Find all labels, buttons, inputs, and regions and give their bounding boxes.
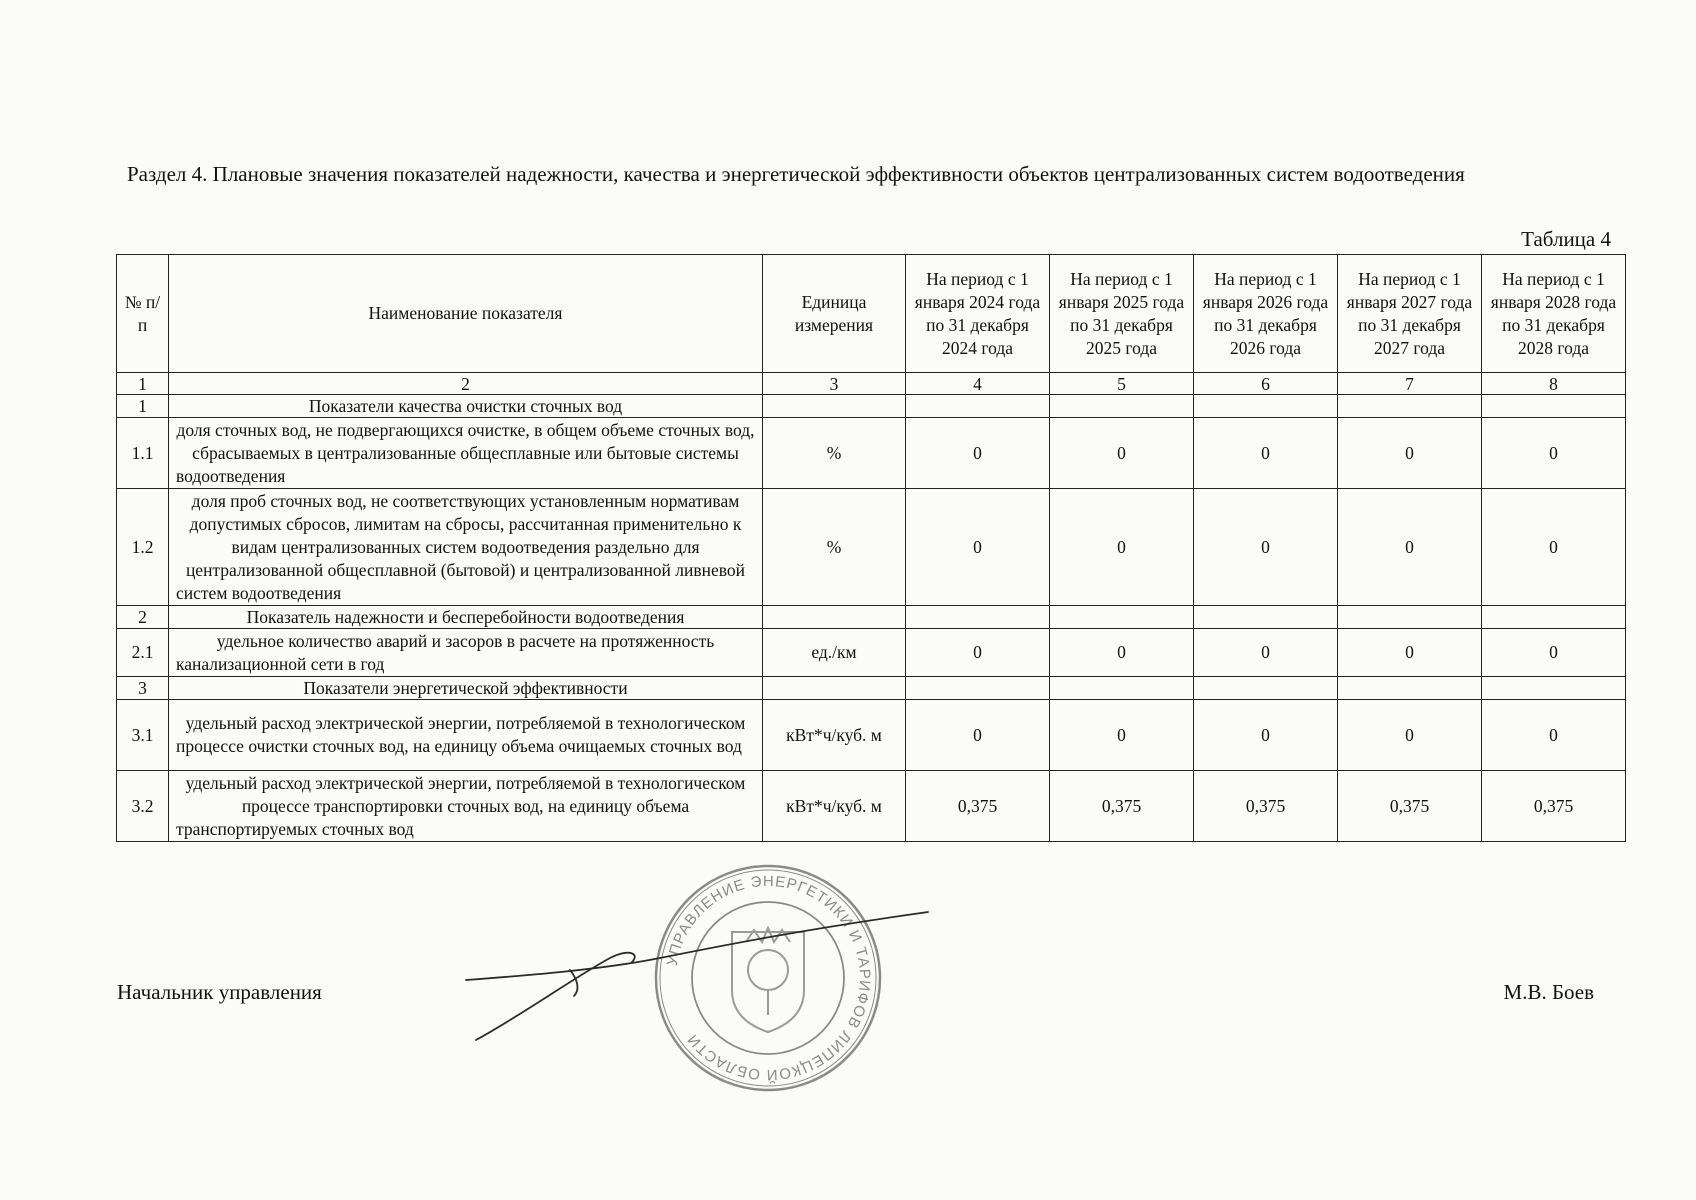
row-value: 0: [1482, 489, 1626, 606]
section-row: [117, 677, 1626, 700]
section-name: Показатель надежности и бесперебойности водоотведения: [169, 606, 763, 629]
row-value: 0: [1050, 418, 1194, 489]
table-row: [117, 771, 1626, 842]
row-num: 1.2: [117, 489, 169, 606]
row-value: 0: [906, 418, 1050, 489]
header-period-2026: На период с 1 января 2026 года по 31 декабря 2026 года: [1194, 255, 1338, 373]
header-num: № п/п: [117, 255, 169, 373]
row-value: 0: [1482, 700, 1626, 771]
row-name: доля проб сточных вод, не соответствующих установленным нормативам допустимых сбросов, лимитам на сбросы, рассчитанная применительно к видам централизованных систем водоотведения раздельно для централизованной общесплавной (бытовой) и централизованной ливневой систем водоотведения: [169, 489, 763, 606]
section-name: Показатели энергетической эффективности: [169, 677, 763, 700]
row-unit: ед./км: [763, 629, 906, 677]
column-number: 3: [763, 373, 906, 395]
row-value: 0: [1194, 700, 1338, 771]
row-value: 0: [906, 700, 1050, 771]
header-name: Наименование показателя: [169, 255, 763, 373]
row-unit: %: [763, 418, 906, 489]
column-number: 7: [1338, 373, 1482, 395]
table-row: [117, 489, 1626, 606]
row-num: 3.1: [117, 700, 169, 771]
row-value: 0: [1482, 418, 1626, 489]
row-value: 0,375: [906, 771, 1050, 842]
row-value: 0: [906, 629, 1050, 677]
signer-name: М.В. Боев: [1503, 980, 1594, 1004]
row-num: 3.2: [117, 771, 169, 842]
table-row: [117, 418, 1626, 489]
column-number: 2: [169, 373, 763, 395]
header-unit: Единица измерения: [763, 255, 906, 373]
row-value: 0: [1338, 700, 1482, 771]
row-name: доля сточных вод, не подвергающихся очистке, в общем объеме сточных вод, сбрасываемых в централизованные общесплавные или бытовые системы водоотведения: [169, 418, 763, 489]
header-period-2027: На период с 1 января 2027 года по 31 декабря 2027 года: [1338, 255, 1482, 373]
column-number: 5: [1050, 373, 1194, 395]
indicators-table: [116, 254, 1626, 842]
header-period-2024: На период с 1 января 2024 года по 31 декабря 2024 года: [906, 255, 1050, 373]
signer-title: Начальник управления: [117, 980, 322, 1004]
row-value: 0: [1338, 489, 1482, 606]
column-number: 4: [906, 373, 1050, 395]
row-value: 0,375: [1194, 771, 1338, 842]
header-period-2028: На период с 1 января 2028 года по 31 декабря 2028 года: [1482, 255, 1626, 373]
row-value: 0,375: [1338, 771, 1482, 842]
row-value: 0: [1194, 629, 1338, 677]
section-num: 3: [117, 677, 169, 700]
table-label: Таблица 4: [1521, 227, 1611, 251]
row-value: 0: [1194, 418, 1338, 489]
row-value: 0: [1482, 629, 1626, 677]
section-num: 2: [117, 606, 169, 629]
section-row: [117, 606, 1626, 629]
row-value: 0: [1050, 489, 1194, 606]
table-header-row: [117, 255, 1626, 373]
handwritten-signature: [460, 910, 930, 1070]
table-row: [117, 700, 1626, 771]
row-value: 0: [1338, 629, 1482, 677]
row-value: 0: [1050, 700, 1194, 771]
row-value: 0,375: [1482, 771, 1626, 842]
header-period-2025: На период с 1 января 2025 года по 31 декабря 2025 года: [1050, 255, 1194, 373]
column-number: 1: [117, 373, 169, 395]
row-value: 0,375: [1050, 771, 1194, 842]
column-numbers-row: [117, 373, 1626, 395]
row-unit: %: [763, 489, 906, 606]
table-row: [117, 629, 1626, 677]
row-value: 0: [1338, 418, 1482, 489]
row-name: удельный расход электрической энергии, потребляемой в технологическом процессе транспортировки сточных вод, на единицу объема транспортируемых сточных вод: [169, 771, 763, 842]
section-title: Раздел 4. Плановые значения показателей надежности, качества и энергетической эффективности объектов централизованных систем водоотведения: [127, 162, 1465, 186]
stamp-text: УПРАВЛЕНИЕ ЭНЕРГЕТИКИ И ТАРИФОВ ЛИПЕЦКОЙ ОБЛАСТИ: [663, 872, 874, 1084]
row-num: 2.1: [117, 629, 169, 677]
row-value: 0: [1050, 629, 1194, 677]
section-row: [117, 395, 1626, 418]
row-unit: кВт*ч/куб. м: [763, 700, 906, 771]
row-unit: кВт*ч/куб. м: [763, 771, 906, 842]
row-num: 1.1: [117, 418, 169, 489]
row-name: удельный расход электрической энергии, потребляемой в технологическом процессе очистки сточных вод, на единицу объема очищаемых сточных вод: [169, 700, 763, 771]
column-number: 8: [1482, 373, 1626, 395]
column-number: 6: [1194, 373, 1338, 395]
section-num: 1: [117, 395, 169, 418]
row-name: удельное количество аварий и засоров в расчете на протяженность канализационной сети в год: [169, 629, 763, 677]
section-name: Показатели качества очистки сточных вод: [169, 395, 763, 418]
row-value: 0: [906, 489, 1050, 606]
row-value: 0: [1194, 489, 1338, 606]
